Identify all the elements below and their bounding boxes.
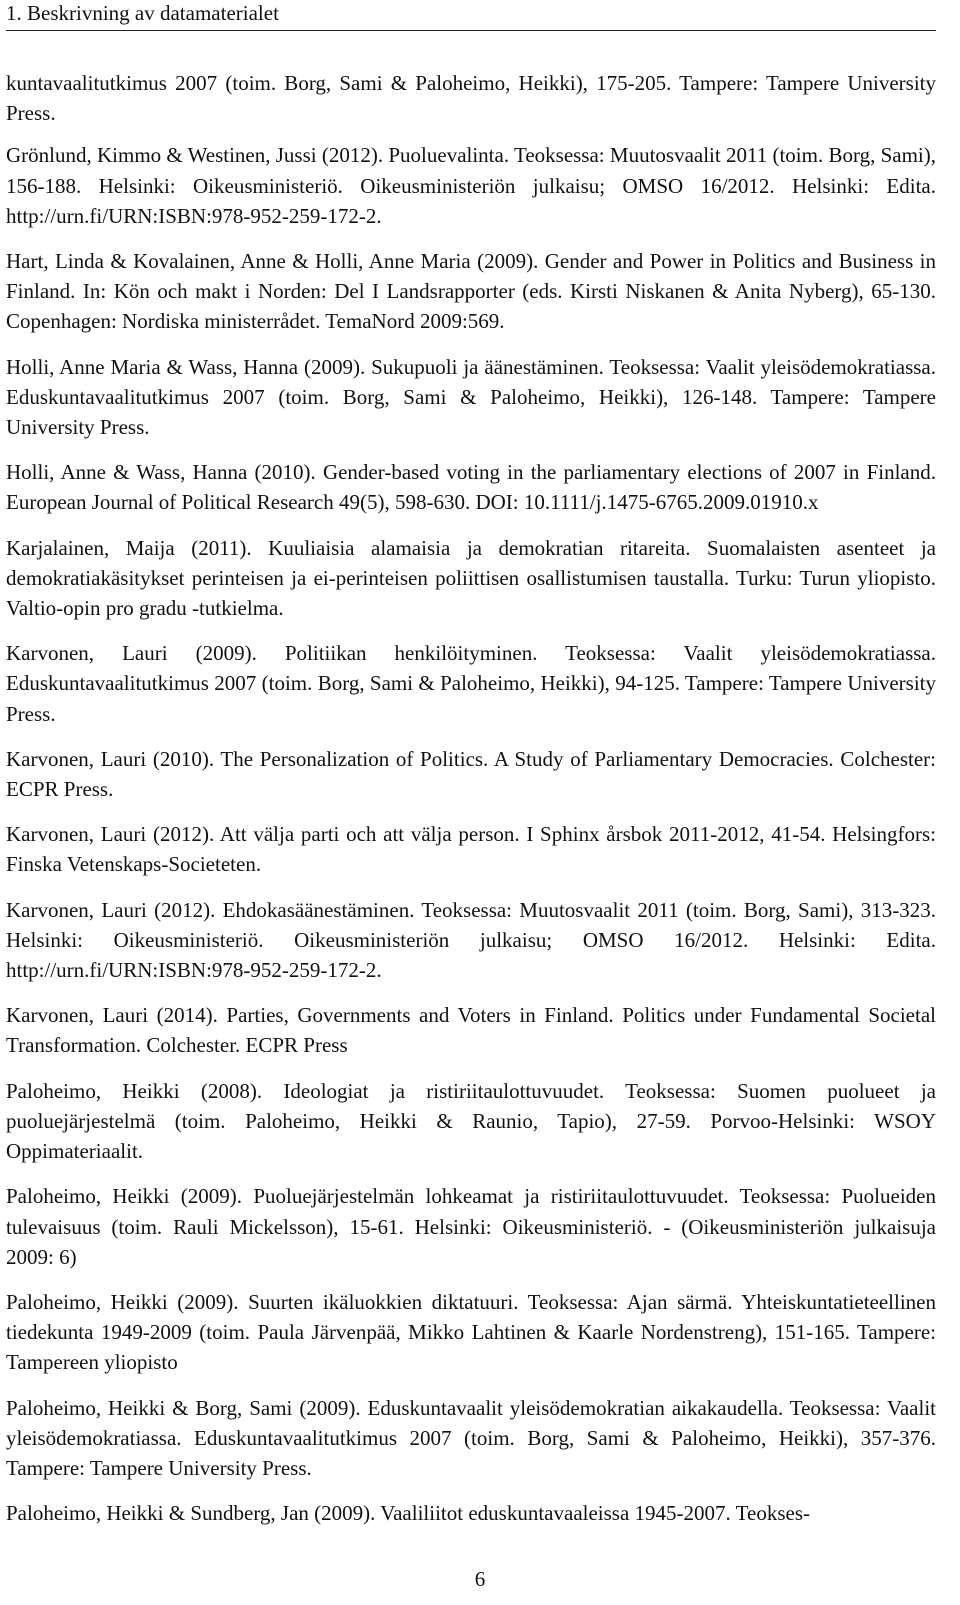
reference-entry: Holli, Anne Maria & Wass, Hanna (2009). Sukupuoli ja äänestäminen. Teoksessa: Vaalit yleisödemokratiassa. Eduskuntavaalitutkimus 2007 (toim. Borg, Sami & Paloheimo, Heikki), 126-148. Tampere: Tampere University Press. [6,354,936,440]
running-header: 1. Beskrivning av datamaterialet [6,0,936,31]
reference-entry: Karjalainen, Maija (2011). Kuuliaisia alamaisia ja demokratian ritareita. Suomalaisten asenteet ja demokratiakäsitykset perinteisen ja ei-perinteisen poliittisen osallistumisen taustalla. Turku: Turun yliopisto. Valtio-opin pro gradu -tutkielma. [6,535,936,621]
reference-entry: kuntavaalitutkimus 2007 (toim. Borg, Sami & Paloheimo, Heikki), 175-205. Tampere: Tampere University Press. [6,71,936,126]
reference-entry: Karvonen, Lauri (2009). Politiikan henkilöityminen. Teoksessa: Vaalit yleisödemokratiassa. Eduskuntavaalitutkimus 2007 (toim. Borg, Sami & Paloheimo, Heikki), 94-125. Tampere: Tampere University Press. [6,641,936,726]
reference-entry: Karvonen, Lauri (2014). Parties, Governments and Voters in Finland. Politics under Fundamental Societal Transformation. Colchester. ECPR Press [6,1003,936,1058]
reference-entry: Paloheimo, Heikki (2009). Puoluejärjestelmän lohkeamat ja ristiriitaulottuvuudet. Teoksessa: Puolueiden tulevaisuus (toim. Rauli Mickelsson), 15-61. Helsinki: Oikeusministeriö. - (Oikeusministeriön julkaisuja 2009: 6) [6,1184,936,1269]
reference-entry: Paloheimo, Heikki (2009). Suurten ikäluokkien diktatuuri. Teoksessa: Ajan särmä. Yhteiskuntatieteellinen tiedekunta 1949-2009 (toim. Paula Järvenpää, Mikko Lahtinen & Kaarle Nordenstreng), 151-165. Tampere: Tampereen yliopisto [6,1289,936,1375]
reference-entry: Paloheimo, Heikki (2008). Ideologiat ja ristiriitaulottuvuudet. Teoksessa: Suomen puolueet ja puoluejärjestelmä (toim. Paloheimo, Heikki & Raunio, Tapio), 27-59. Porvoo-Helsinki: WSOY Oppimateriaalit. [6,1078,936,1164]
reference-entry: Paloheimo, Heikki & Borg, Sami (2009). Eduskuntavaalit yleisödemokratian aikakaudella. Teoksessa: Vaalit yleisödemokratiassa. Eduskuntavaalitutkimus 2007 (toim. Borg, Sami & Paloheimo, Heikki), 357-376. Tampere: Tampere University Press. [6,1395,936,1480]
reference-list [6,68,936,1543]
reference-entry: Paloheimo, Heikki & Sundberg, Jan (2009). Vaaliliitot eduskuntavaaleissa 1945-2007. Teokses- [6,1501,810,1526]
reference-entry: Karvonen, Lauri (2012). Att välja parti och att välja person. I Sphinx årsbok 2011-2012, 41-54. Helsingfors: Finska Vetenskaps-Societeten. [6,822,936,877]
reference-entry: Karvonen, Lauri (2012). Ehdokasäänestäminen. Teoksessa: Muutosvaalit 2011 (toim. Borg, Sami), 313-323. Helsinki: Oikeusministeriö. Oikeusministeriön julkaisu; OMSO 16/2012. Helsinki: Edita. http://urn.fi/URN:ISBN:978-952-259-172-2. [6,897,936,983]
page-number: 6 [474,1567,486,1591]
reference-entry: Holli, Anne & Wass, Hanna (2010). Gender-based voting in the parliamentary elections of 2007 in Finland. European Journal of Political Research 49(5), 598-630. DOI: 10.1111/j.1475-6765.2009.01910.x [6,460,936,515]
reference-entry: Hart, Linda & Kovalainen, Anne & Holli, Anne Maria (2009). Gender and Power in Politics and Business in Finland. In: Kön och makt i Norden: Del I Landsrapporter (eds. Kirsti Niskanen & Anita Nyberg), 65-130. Copenhagen: Nordiska ministerrådet. TemaNord 2009:569. [6,249,936,334]
reference-entry: Karvonen, Lauri (2010). The Personalization of Politics. A Study of Parliamentary Democracies. Colchester: ECPR Press. [6,746,936,802]
reference-entry: Grönlund, Kimmo & Westinen, Jussi (2012). Puoluevalinta. Teoksessa: Muutosvaalit 2011 (toim. Borg, Sami), 156-188. Helsinki: Oikeusministeriö. Oikeusministeriön julkaisu; OMSO 16/2012. Helsinki: Edita. http://urn.fi/URN:ISBN:978-952-259-172-2. [6,143,936,228]
